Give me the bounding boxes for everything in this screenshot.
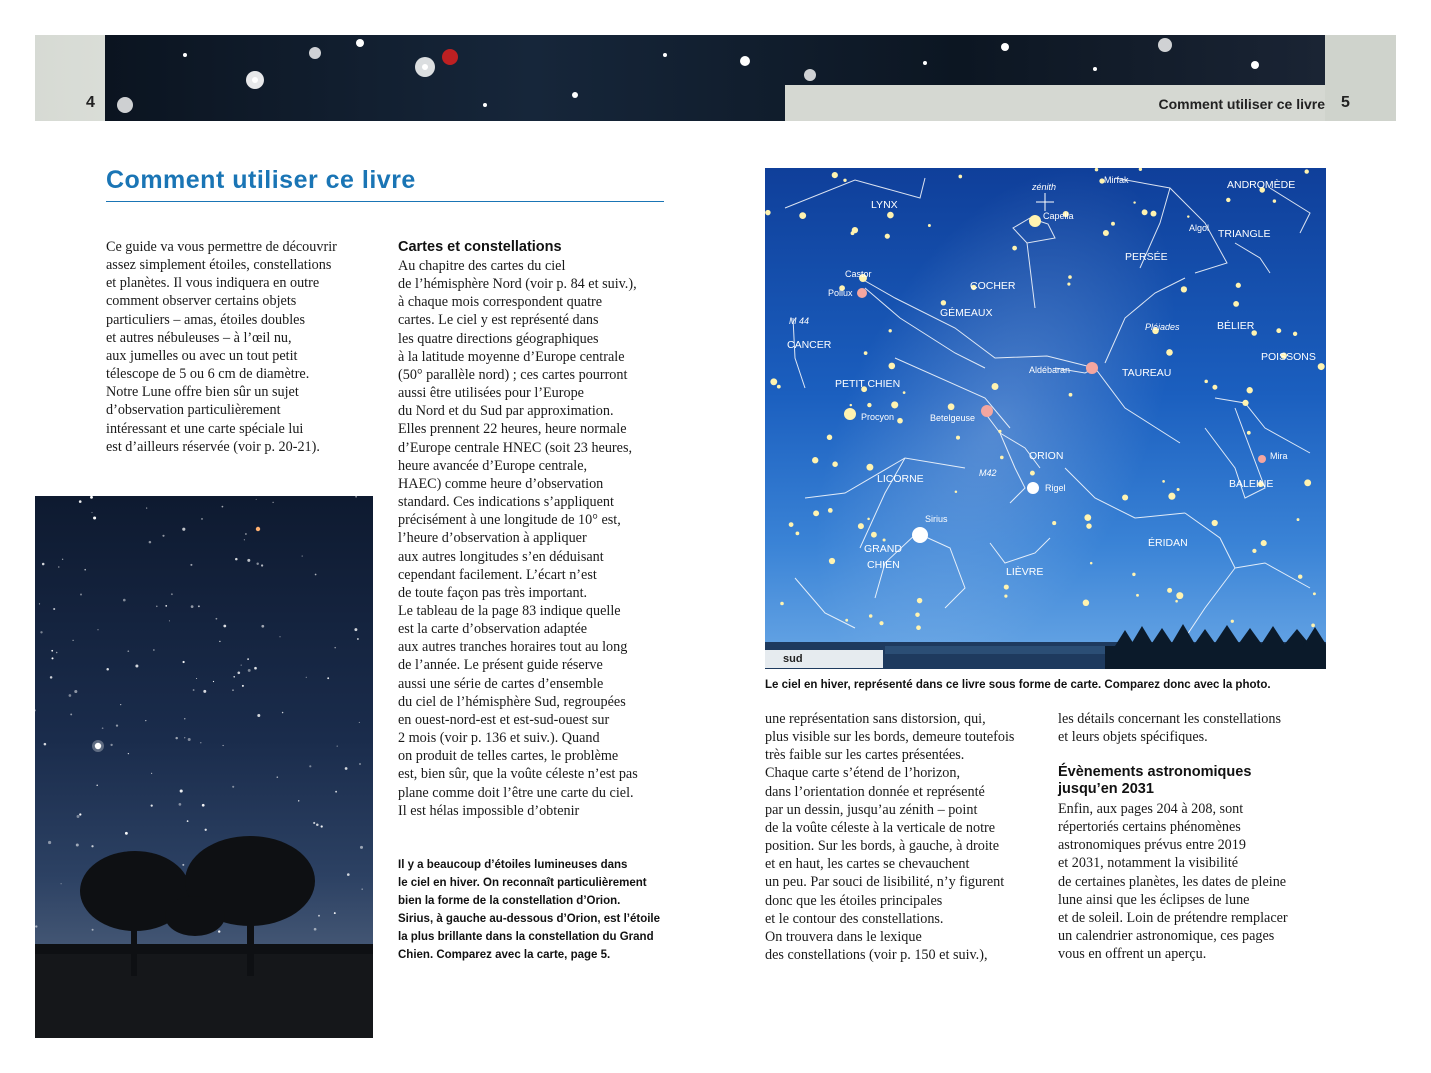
text-line: est d’ailleurs réservée (voir p. 20-21). [106, 438, 320, 455]
text-line: et autres nébuleuses – à l’œil nu, [106, 329, 292, 346]
text-line: aussi être utilisées pour l’Europe [398, 385, 584, 402]
text-line: à la latitude moyenne d’Europe centrale [398, 348, 625, 365]
text-line: aux jumelles ou avec un tout petit [106, 347, 298, 364]
intro-paragraph [106, 238, 368, 456]
banner-sky-image [105, 35, 1325, 121]
photo-caption [398, 856, 668, 964]
text-line: heure avancée d’Europe centrale, [398, 457, 588, 474]
map-label-gemeaux: GÉMEAUX [940, 307, 993, 319]
text-line: les quatre directions géographiques [398, 330, 599, 347]
text-line: aussi une série de cartes d’ensemble [398, 675, 604, 692]
map-star-aldebaran: Aldébaran [1029, 365, 1071, 375]
text-line: et 2031, notamment la visibilité [1058, 855, 1239, 872]
text-line: Il est hélas impossible d’obtenir [398, 802, 580, 819]
map-label-persee: PERSÉE [1125, 251, 1168, 263]
text-line: lune ainsi que les éclipses de lune [1058, 891, 1250, 908]
text-line: du ciel de l’hémisphère Sud, regroupées [398, 693, 626, 710]
map-label-eridan: ÉRIDAN [1148, 537, 1188, 549]
map-label-cancer: CANCER [787, 339, 832, 351]
text-line: et de soleil. Loin de prétendre remplacer [1058, 909, 1288, 926]
text-line: cependant facilement. L’écart n’est [398, 566, 597, 583]
text-line: de l’année. Le présent guide réserve [398, 657, 603, 674]
text-line: HAEC) comme heure d’observation [398, 475, 604, 492]
text-line: vous en offrent un aperçu. [1058, 946, 1207, 963]
page-title: Comment utiliser ce livre [106, 166, 416, 194]
section-heading-evenements [1058, 764, 1328, 798]
map-star-mira: Mira [1270, 451, 1288, 461]
text-line: et planètes. Il vous indiquera en outre [106, 275, 320, 292]
section-body-cartes [398, 257, 668, 820]
caption-line: le ciel en hiver. On reconnaît particulièrement [398, 877, 647, 889]
section-body-evenements [1058, 800, 1328, 963]
running-title: Comment utiliser ce livre [1158, 96, 1325, 112]
map-star-sirius: Sirius [925, 514, 948, 524]
text-line: à chaque mois correspondent quatre [398, 294, 603, 311]
text-line: aux autres tranches horaires tout au long [398, 639, 628, 656]
direction-label: sud [765, 650, 883, 668]
map-label-orion: ORION [1029, 450, 1064, 462]
text-line: de l’hémisphère Nord (voir p. 84 et suiv.), [398, 276, 637, 293]
map-star-procyon: Procyon [861, 412, 895, 422]
caption-line: Il y a beaucoup d’étoiles lumineuses dans [398, 859, 628, 871]
text-line: est la carte d’observation adaptée [398, 621, 588, 638]
text-line: du Nord et du Sud par approximation. [398, 403, 614, 420]
text-line: dans l’orientation donnée et représenté [765, 783, 985, 800]
text-line: d’Europe centrale HNEC (soit 23 heures, [398, 439, 633, 456]
title-underline [106, 201, 664, 202]
map-star-capella: Capella [1043, 211, 1074, 221]
map-object-m42: M42 [979, 468, 997, 478]
text-line: On trouvera dans le lexique [765, 928, 922, 945]
text-line: astronomiques prévus entre 2019 [1058, 837, 1246, 854]
caption-line: bien la forme de la constellation d’Orion. [398, 895, 621, 907]
text-line: d’observation particulièrement [106, 402, 281, 419]
text-line: un calendrier astronomique, ces pages [1058, 928, 1275, 945]
map-label-poissons: POISSONS [1261, 351, 1316, 363]
text-line: télescope de 5 ou 6 cm de diamètre. [106, 366, 310, 383]
text-line: Elles prennent 22 heures, heure normale [398, 421, 627, 438]
text-line: comment observer certains objets [106, 293, 297, 310]
map-caption: Le ciel en hiver, représenté dans ce livre sous forme de carte. Comparez donc avec la photo. [765, 679, 1271, 691]
map-label-chien: CHIEN [867, 559, 900, 571]
text-line: et le contour des constellations. [765, 910, 944, 927]
text-line: (50° parallèle nord) ; ces cartes pourront [398, 366, 628, 383]
map-star-castor: Castor [845, 269, 872, 279]
map-object-zenith: zénith [1032, 182, 1057, 192]
text-line: de toute façon pas très important. [398, 584, 588, 601]
text-line: un peu. Par souci de lisibilité, n’y figurent [765, 874, 1005, 891]
page-number-left: 4 [86, 94, 95, 111]
heading-line: jusqu’en 2031 [1058, 781, 1154, 797]
map-label-lievre: LIÈVRE [1006, 566, 1044, 578]
map-star-betelgeuse: Betelgeuse [930, 413, 976, 423]
map-label-baleine: BALEINE [1229, 478, 1274, 490]
page-number-right: 5 [1341, 94, 1350, 111]
text-line: aux autres longitudes s’en déduisant [398, 548, 604, 565]
text-line: Enfin, aux pages 204 à 208, sont [1058, 801, 1244, 817]
column-3-text [765, 710, 1050, 964]
heading-line: Évènements astronomiques [1058, 764, 1252, 780]
text-line: standard. Ces indications s’appliquent [398, 494, 614, 511]
text-line: par un dessin, jusqu’au zénith – point [765, 801, 978, 818]
text-line: l’heure d’observation à appliquer [398, 530, 587, 547]
text-line: est, bien sûr, que la voûte céleste n’est pas [398, 766, 638, 783]
text-line: très faible sur les cartes présentées. [765, 747, 965, 764]
map-label-cocher: COCHER [970, 280, 1016, 292]
map-star-rigel: Rigel [1045, 483, 1066, 493]
text-line: 2 mois (voir p. 136 et suiv.). Quand [398, 730, 600, 747]
text-line: de la voûte céleste à la verticale de notre [765, 819, 996, 836]
map-label-licorne: LICORNE [877, 473, 924, 485]
text-line: plus visible sur les bords, demeure toutefois [765, 729, 1015, 746]
star-map [765, 168, 1326, 669]
text-line: intéressant et une carte spéciale lui [106, 420, 304, 437]
text-line: et leurs objets spécifiques. [1058, 729, 1208, 746]
text-line: répertoriés certains phénomènes [1058, 819, 1241, 836]
text-line: position. Sur les bords, à gauche, à droite [765, 838, 1000, 855]
map-star-mirfak: Mirfak [1104, 175, 1129, 185]
map-label-andromede: ANDROMÈDE [1227, 179, 1296, 191]
text-line: cartes. Le ciel y est représenté dans [398, 312, 599, 329]
text-line: précisément à une longitude de 10° est, [398, 512, 621, 529]
text-line: de certaines planètes, les dates de pleine [1058, 873, 1287, 890]
map-label-belier: BÉLIER [1217, 320, 1255, 332]
text-line: on produit de telles cartes, le problème [398, 748, 619, 765]
text-line: particuliers – amas, étoiles doubles [106, 311, 305, 328]
text-line: Le tableau de la page 83 indique quelle [398, 602, 621, 619]
map-star-algol: Algol [1189, 223, 1210, 233]
text-line: une représentation sans distorsion, qui, [765, 711, 986, 727]
text-line: plane comme doit l’être une carte du ciel. [398, 784, 634, 801]
map-object-m44: M 44 [789, 316, 810, 326]
map-label-petit-chien: PETIT CHIEN [835, 378, 901, 390]
column-4-text [1058, 710, 1328, 746]
caption-line: la plus brillante dans la constellation du Grand [398, 931, 654, 943]
map-object-pleiades: Pléiades [1145, 322, 1180, 332]
caption-line: Chien. Comparez avec la carte, page 5. [398, 949, 611, 961]
map-label-grand: GRAND [864, 543, 902, 555]
map-label-taureau: TAUREAU [1122, 367, 1172, 379]
text-line: assez simplement étoiles, constellations [106, 257, 332, 274]
caption-line: Sirius, à gauche au-dessous d’Orion, est l’étoile [398, 913, 661, 925]
map-label-lynx: LYNX [871, 199, 898, 211]
text-line: Ce guide va vous permettre de découvrir [106, 239, 337, 255]
text-line: Notre Lune offre bien sûr un sujet [106, 384, 299, 401]
text-line: Au chapitre des cartes du ciel [398, 258, 566, 274]
text-line: en ouest-nord-est et est-sud-ouest sur [398, 711, 610, 728]
map-label-triangle: TRIANGLE [1218, 228, 1271, 240]
night-sky-photo [35, 496, 373, 1038]
text-line: les détails concernant les constellations [1058, 711, 1281, 727]
text-line: des constellations (voir p. 150 et suiv.), [765, 947, 988, 964]
text-line: et en haut, les cartes se chevauchent [765, 856, 970, 873]
text-line: donc que les étoiles principales [765, 892, 943, 909]
text-line: Chaque carte s’étend de l’horizon, [765, 765, 960, 782]
map-star-pollux: Pollux [828, 288, 853, 298]
section-heading-cartes: Cartes et constellations [398, 239, 562, 255]
